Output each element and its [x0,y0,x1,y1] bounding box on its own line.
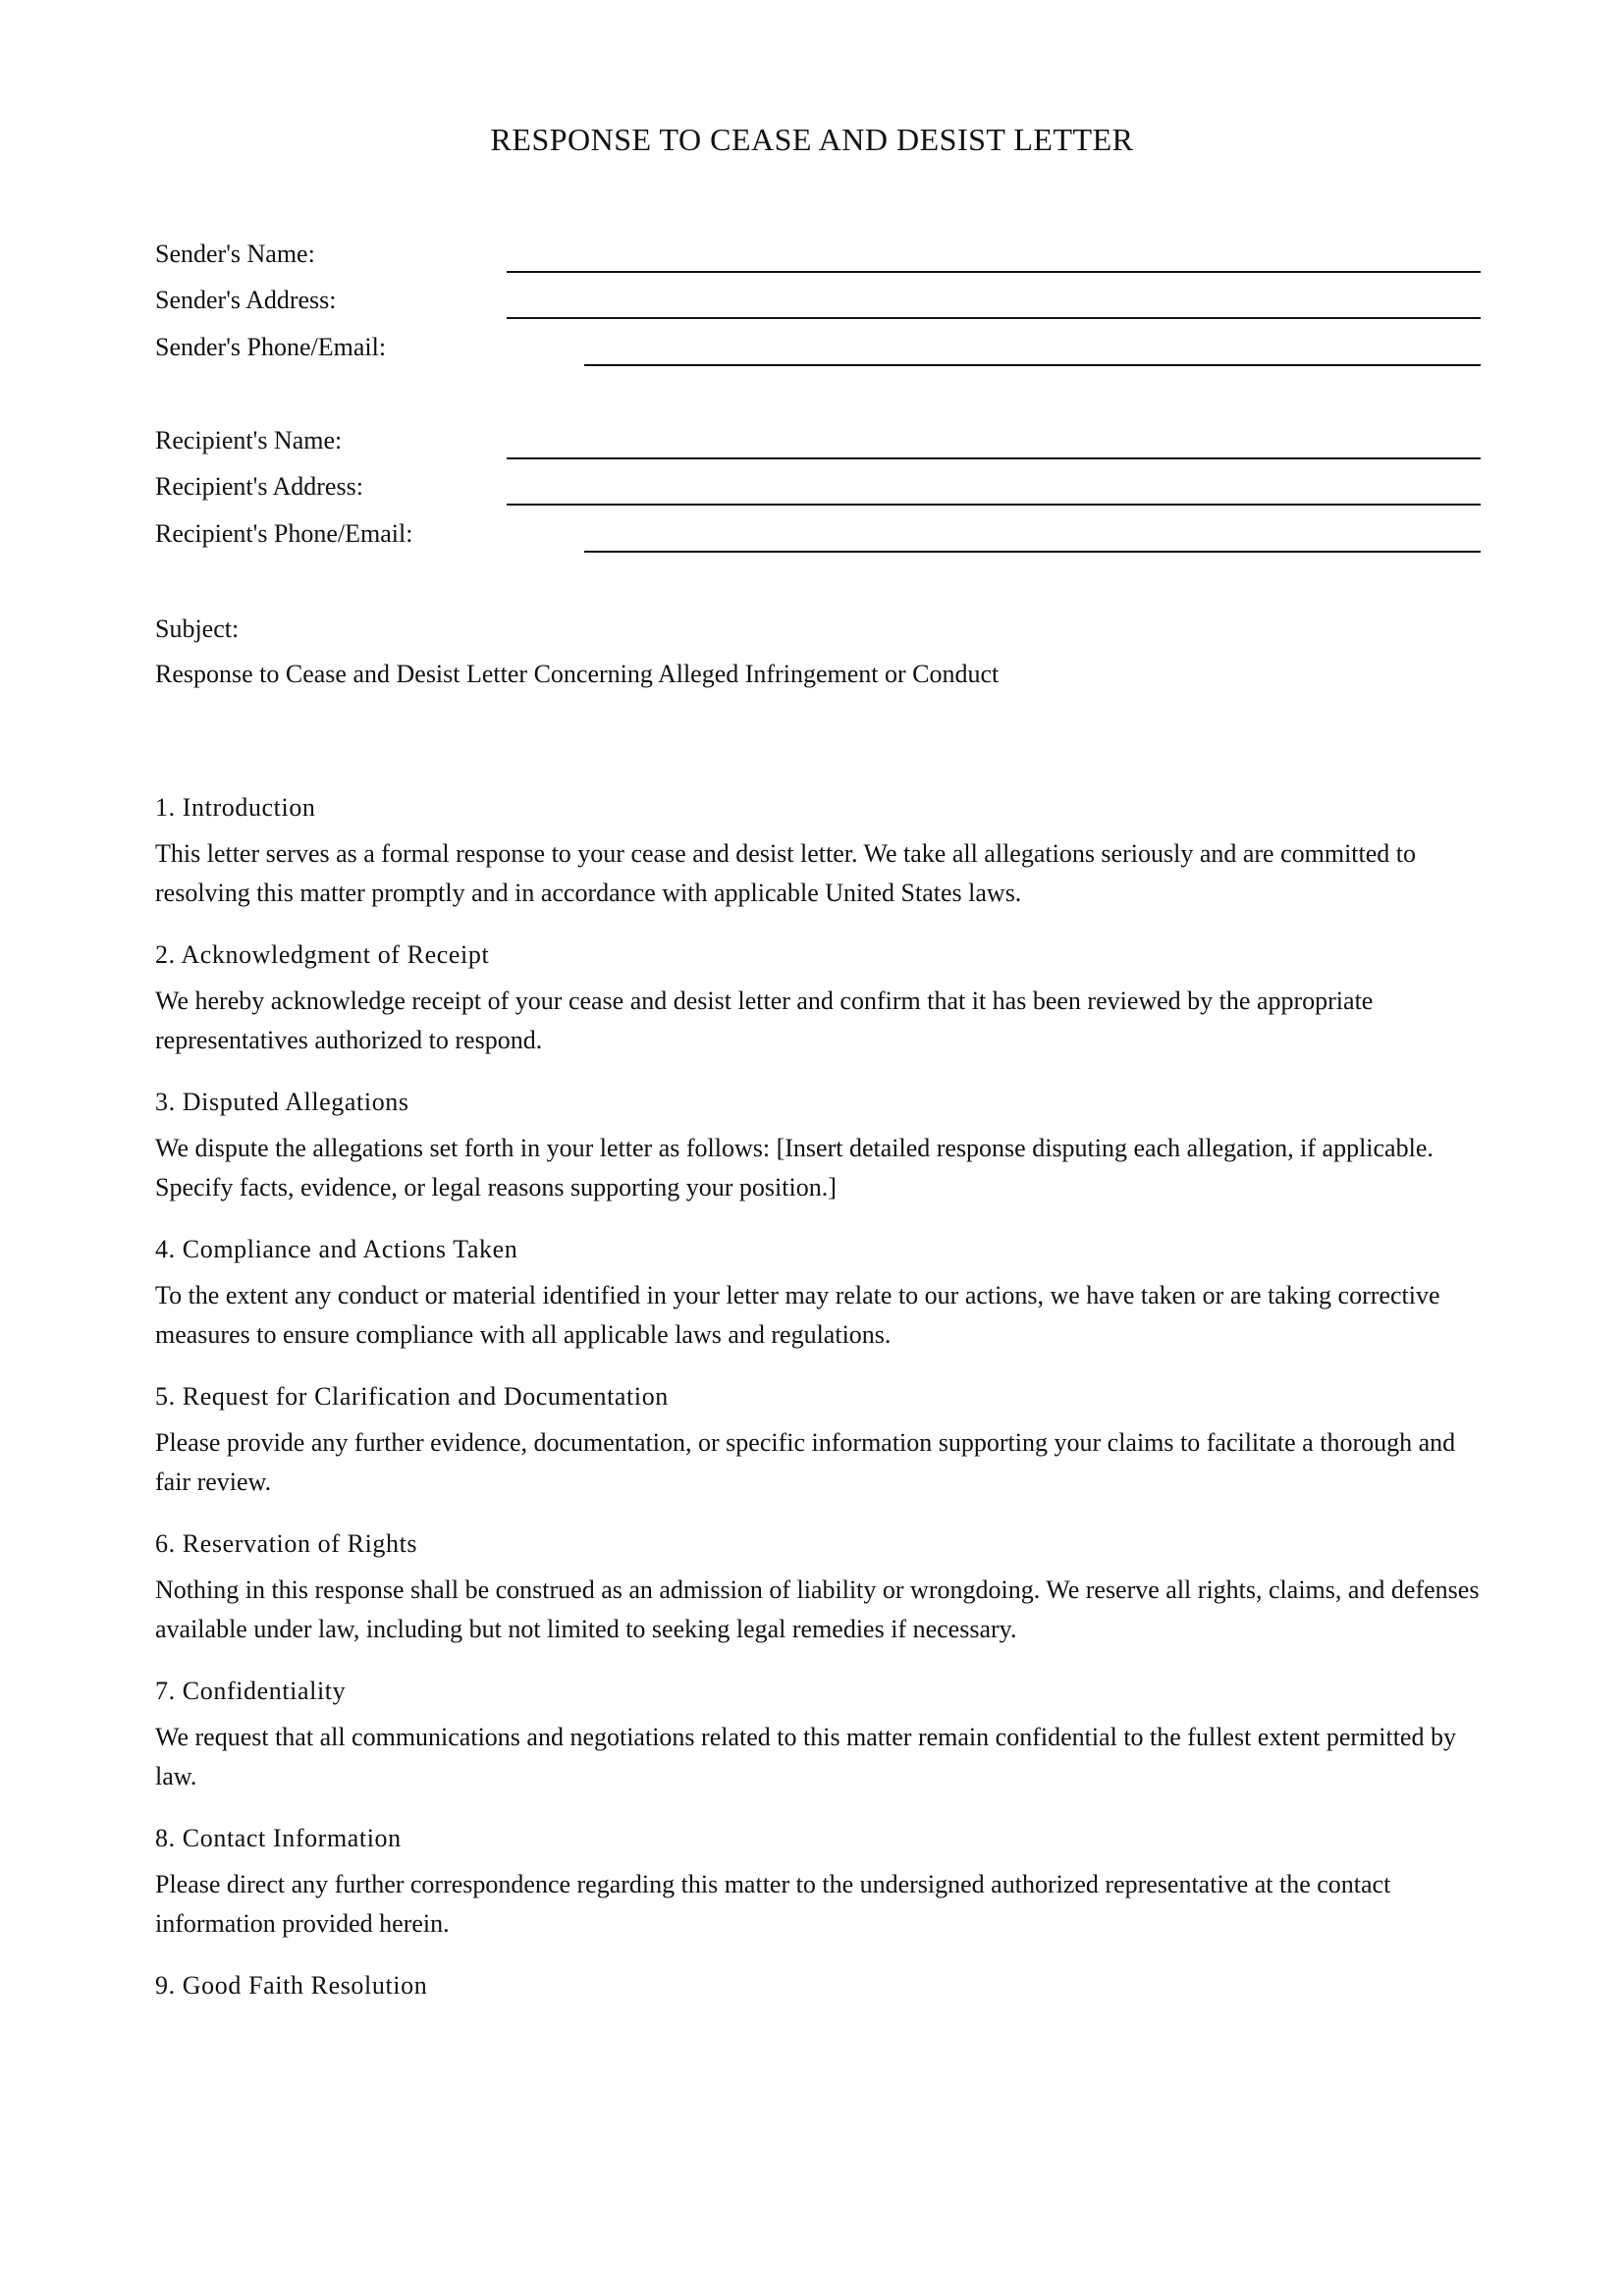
section-heading: 8. Contact Information [155,1824,402,1852]
section-good-faith-resolution [155,1969,1481,2002]
section-heading: 6. Reservation of Rights [155,1529,418,1558]
sender-address-field [155,284,1481,323]
section-disputed-allegations [155,1086,1481,1207]
section-introduction [155,791,1481,913]
recipient-contact-label: Recipient's Phone/Email: [155,519,413,548]
recipient-address-label: Recipient's Address: [155,472,363,501]
section-heading: 4. Compliance and Actions Taken [155,1235,518,1263]
section-body: We hereby acknowledge receipt of your cease and desist letter and confirm that it has been reviewed by the appropriate representatives authorized to respond. [155,987,1374,1054]
section-confidentiality [155,1675,1481,1796]
section-heading: 1. Introduction [155,793,316,822]
section-heading: 7. Confidentiality [155,1677,347,1705]
section-body: We request that all communications and negotiations related to this matter remain confidential to the fullest extent permitted by law. [155,1723,1456,1790]
section-heading: 9. Good Faith Resolution [155,1971,428,2000]
subject-text: Response to Cease and Desist Letter Concerning Alleged Infringement or Conduct [155,660,1000,688]
section-body: Please provide any further evidence, documentation, or specific information supporting your claims to facilitate a thorough and fair review. [155,1428,1456,1496]
section-heading: 5. Request for Clarification and Documentation [155,1382,669,1411]
section-heading: 3. Disputed Allegations [155,1088,409,1116]
recipient-contact-field [155,517,1481,557]
recipient-address-field [155,470,1481,509]
section-reservation-of-rights [155,1527,1481,1649]
sender-name-label: Sender's Name: [155,240,315,268]
recipient-name-blank[interactable] [507,457,1481,459]
sender-name-field [155,238,1481,277]
recipient-name-label: Recipient's Name: [155,426,343,454]
subject-label: Subject: [155,614,240,643]
recipient-name-field [155,424,1481,463]
section-body: Nothing in this response shall be construed as an admission of liability or wrongdoing. We reserve all rights, claims, and defenses available under law, including but not limited to seeking legal remedies if necessary. [155,1575,1480,1643]
section-body: This letter serves as a formal response to your cease and desist letter. We take all allegations seriously and are committed to resolving this matter promptly and in accordance with applicable United States laws. [155,839,1417,907]
section-compliance [155,1233,1481,1355]
sender-contact-field [155,331,1481,370]
section-body: Please direct any further correspondence regarding this matter to the undersigned authorized representative at the contact information provided herein. [155,1870,1391,1938]
sections-list [155,791,1481,2028]
section-body: We dispute the allegations set forth in your letter as follows: [Insert detailed response disputing each allegation, if applicable. Specify facts, evidence, or legal reasons supporting your position.] [155,1134,1434,1201]
section-clarification-request [155,1380,1481,1502]
section-acknowledgment [155,938,1481,1060]
sender-name-blank[interactable] [507,271,1481,273]
sender-address-blank[interactable] [507,317,1481,319]
recipient-address-blank[interactable] [507,504,1481,506]
section-contact-information [155,1822,1481,1944]
sender-address-label: Sender's Address: [155,286,337,314]
recipient-contact-blank[interactable] [584,551,1481,553]
sender-contact-label: Sender's Phone/Email: [155,333,387,361]
sender-contact-blank[interactable] [584,364,1481,366]
section-body: To the extent any conduct or material identified in your letter may relate to our actions, we have taken or are taking corrective measures to ensure compliance with all applicable laws and regulations. [155,1281,1440,1349]
document-title: RESPONSE TO CEASE AND DESIST LETTER [490,122,1134,157]
section-heading: 2. Acknowledgment of Receipt [155,940,490,969]
